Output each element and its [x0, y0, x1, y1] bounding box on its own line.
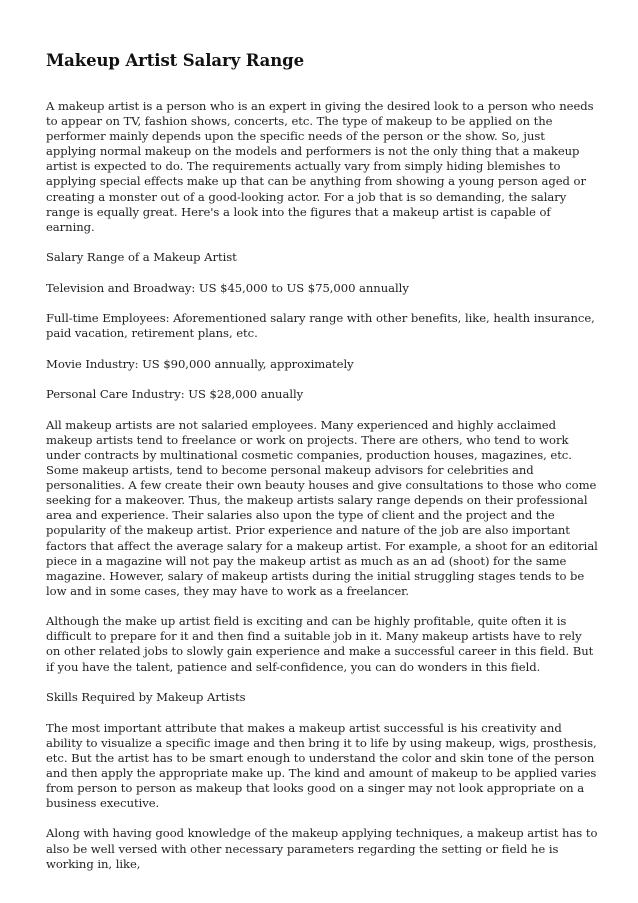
paragraph-salary-heading: Salary Range of a Makeup Artist [46, 250, 237, 265]
document-title: Makeup Artist Salary Range [46, 51, 305, 70]
paragraph-full-time: Full-time Employees: Aforementioned salary range with other benefits, like, health insurance, paid vacation, retirement plans, etc. [46, 311, 595, 341]
paragraph-skills-heading: Skills Required by Makeup Artists [46, 690, 246, 705]
paragraph-tv-broadway: Television and Broadway: US $45,000 to US $75,000 annually [46, 280, 409, 295]
paragraph-freelance: All makeup artists are not salaried employees. Many experienced and highly acclaimed makeup artists tend to freelance or work on projects. There are others, who tend to work under contracts by multinational cosmetic companies, production houses, magazines, etc. Some makeup artists, tend to become personal makeup advisors for celebrities and personalities. A few create their own beauty houses and give consultations to those who come seeking for a makeover. Thus, the makeup artists salary range depends on their professional area and experience. Their salaries also upon the type of client and the project and the popularity of the makeup artist. Prior experience and nature of the job are also important factors that affect the average salary for a makeup artist. For example, a shoot for an editorial piece in a magazine will not pay the makeup artist as much as an ad (shoot) for the same magazine. However, salary of makeup artists during the initial struggling stages tends to be low and in some cases, they may have to work as a freelancer. [46, 417, 598, 598]
paragraph-knowledge: Along with having good knowledge of the makeup applying techniques, a makeup artist has to also be well versed with other necessary parameters regarding the setting or field he is working in, like, [46, 826, 598, 871]
paragraph-creativity: The most important attribute that makes a makeup artist successful is his creativity and ability to visualize a specific image and then bring it to life by using makeup, wigs, prosthesis, etc. But the artist has to be smart enough to understand the color and skin tone of the person and then apply the appropriate make up. The kind and amount of makeup to be applied varies from person to person as makeup that looks good on a singer may not look appropriate on a business executive. [46, 720, 597, 810]
paragraph-profitable: Although the make up artist field is exciting and can be highly profitable, quite often it is difficult to prepare for it and then find a suitable job in it. Many makeup artists have to rely on other related jobs to slowly gain experience and make a successful career in this field. But if you have the talent, patience and self-confidence, you can do wonders in this field. [46, 614, 594, 674]
paragraph-intro: A makeup artist is a person who is an expert in giving the desired look to a person who needs to appear on TV, fashion shows, concerts, etc. The type of makeup to be applied on the performer mainly depends upon the specific needs of the person or the show. So, just applying normal makeup on the models and performers is not the only thing that a makeup artist is expected to do. The requirements actually vary from simply hiding blemishes to applying special effects make up that can be anything from showing a young person aged or creating a monster out of a good-looking actor. For a job that is so demanding, the salary range is equally great. Here's a look into the figures that a makeup artist is capable of earning. [46, 99, 594, 234]
document-page [46, 50, 598, 887]
paragraph-personal-care: Personal Care Industry: US $28,000 anually [46, 387, 304, 402]
paragraph-movie-industry: Movie Industry: US $90,000 annually, approximately [46, 356, 354, 371]
